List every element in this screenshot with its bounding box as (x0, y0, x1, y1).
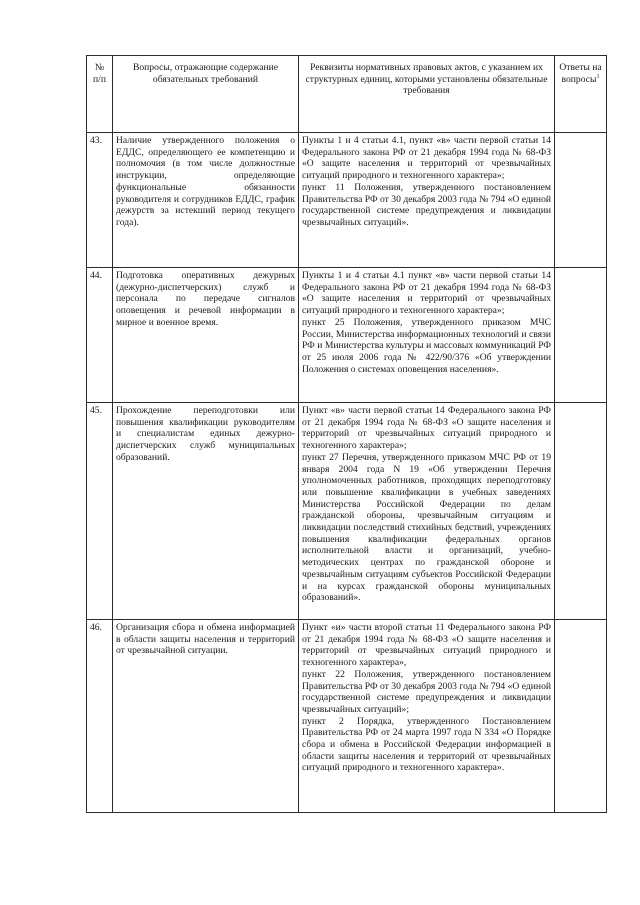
row-number: 43. (87, 133, 113, 268)
row-requisites (299, 133, 555, 268)
requisite-paragraph: Пункт «в» части первой статьи 14 Федерального закона РФ от 21 декабря 1994 года № 68-ФЗ «О защите населения и территорий от чрезвычайных ситуаций природного и техногенного характера»; (302, 405, 551, 452)
requisite-paragraph: Пункты 1 и 4 статьи 4.1, пункт «в» части первой статьи 14 Федерального закона РФ от 21 декабря 1994 года № 68-ФЗ «О защите населения и территорий от чрезвычайных ситуаций природного и техногенного характера»; (302, 135, 551, 182)
row-number: 44. (87, 268, 113, 403)
requisite-paragraph: пункт 22 Положения, утвержденного постановлением Правительства РФ от 30 декабря 2003 года № 794 «О единой государственной системе предупреждения и ликвидации чрезвычайных ситуаций»; (302, 668, 551, 715)
row-requisites (299, 268, 555, 403)
header-num: № п/п (87, 56, 113, 133)
table-row (87, 133, 607, 268)
row-number: 45. (87, 403, 113, 620)
header-answers (555, 56, 607, 133)
row-answer (555, 403, 607, 620)
requisite-paragraph: пункт 2 Порядка, утвержденного Постановлением Правительства РФ от 24 марта 1997 года N 334 «О Порядке сбора и обмена в Российской Федерации информацией в области защиты населения и территорий от чрезвычайных ситуаций природного и техногенного характера». (302, 715, 551, 774)
header-question: Вопросы, отражающие содержание обязательных требований (113, 56, 299, 133)
row-requisites (299, 620, 555, 813)
requirements-table (86, 55, 607, 813)
row-question: Организация сбора и обмена информацией в области защиты населения и территорий от чрезвычайной ситуации. (113, 620, 299, 813)
footnote-mark: 1 (596, 73, 600, 80)
requisite-paragraph: Пункты 1 и 4 статьи 4.1 пункт «в» части первой статьи 14 Федерального закона РФ от 21 декабря 1994 года № 68-ФЗ «О защите населения и территорий от чрезвычайных ситуаций природного и техногенного характера»; (302, 270, 551, 317)
row-requisites (299, 403, 555, 620)
header-requisites: Реквизиты нормативных правовых актов, с указанием их структурных единиц, которыми установлены обязательные требования (299, 56, 555, 133)
row-question: Наличие утвержденного положения о ЕДДС, определяющего ее компетенцию и полномочия (в том числе должностные инструкции, определяющие функциональные обязанности руководителя и сотрудников ЕДДС, график дежурств за истекший период текущего года). (113, 133, 299, 268)
row-number: 46. (87, 620, 113, 813)
row-answer (555, 268, 607, 403)
row-answer (555, 620, 607, 813)
header-answers-label: Ответы на вопросы (559, 62, 602, 85)
table-row (87, 403, 607, 620)
requisite-paragraph: пункт 25 Положения, утвержденного приказом МЧС России, Министерства информационных технологий и связи РФ и Министерства культуры и массовых коммуникаций РФ от 25 июля 2006 года № 422/90/376 «Об утверждении Положения о системах оповещения населения». (302, 316, 551, 375)
requisite-paragraph: пункт 11 Положения, утвержденного постановлением Правительства РФ от 30 декабря 2003 года № 794 «О единой государственной системе предупреждения и ликвидации чрезвычайных ситуаций». (302, 181, 551, 228)
table-row (87, 620, 607, 813)
row-question: Подготовка оперативных дежурных (дежурно-диспетчерских) служб и персонала по передаче сигналов оповещения и речевой информации в мирное и военное время. (113, 268, 299, 403)
requisite-paragraph: пункт 27 Перечня, утвержденного приказом МЧС РФ от 19 января 2004 года N 19 «Об утверждении Перечня уполномоченных работников, проходящих переподготовку или повышение квалификации в учебных заведениях Министерства Российской Федерации по делам гражданской обороны, чрезвычайным ситуациям и ликвидации последствий стихийных бедствий, учреждениях повышения квалификации федеральных органов исполнительной власти и организаций, учебно-методических центрах по гражданской обороне и чрезвычайным ситуациям субъектов Российской Федерации и на курсах гражданской обороны муниципальных образований». (302, 451, 551, 604)
table-row (87, 268, 607, 403)
table-header-row (87, 56, 607, 133)
row-answer (555, 133, 607, 268)
row-question: Прохождение переподготовки или повышения квалификации руководителям и специалистам единых дежурно-диспетчерских служб муниципальных образований. (113, 403, 299, 620)
requisite-paragraph: Пункт «и» части второй статьи 11 Федерального закона РФ от 21 декабря 1994 года № 68-ФЗ «О защите населения и территорий от чрезвычайных ситуаций природного и техногенного характера», (302, 622, 551, 669)
